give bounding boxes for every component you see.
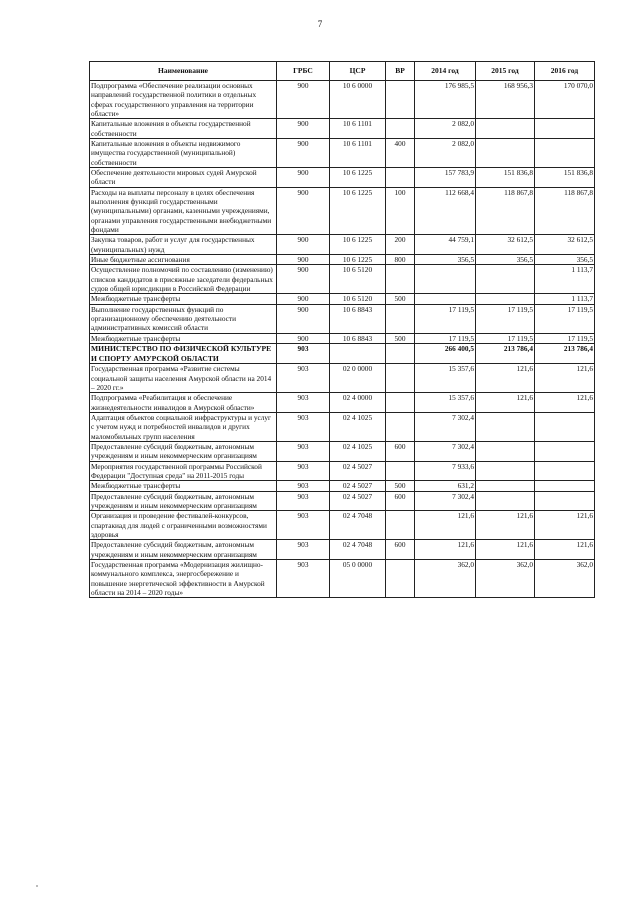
cell-grbs: 900 xyxy=(277,304,330,333)
cell-2015 xyxy=(476,412,535,441)
cell-vr xyxy=(386,304,415,333)
cell-csr: 10 6 1101 xyxy=(330,119,386,139)
cell-vr xyxy=(386,343,415,363)
table-row xyxy=(90,304,595,333)
cell-name: Государственная программа «Модернизация жилищно-коммунального комплекса, энергосбережение и повышение энергетической эффективности в Амурской области на 2014 – 2020 годы» xyxy=(90,559,277,597)
header-name: Наименование xyxy=(90,62,277,81)
cell-name: Организация и проведение фестивалей-конкурсов, спартакиад для людей с ограниченными возможностями здоровья xyxy=(90,511,277,540)
cell-csr: 02 4 5027 xyxy=(330,461,386,481)
cell-vr: 100 xyxy=(386,187,415,235)
cell-2015 xyxy=(476,294,535,304)
cell-2015: 356,5 xyxy=(476,254,535,264)
cell-2015: 151 836,8 xyxy=(476,167,535,187)
cell-vr xyxy=(386,265,415,294)
cell-2016: 213 786,4 xyxy=(535,343,595,363)
cell-csr: 02 0 0000 xyxy=(330,364,386,393)
cell-csr: 02 4 0000 xyxy=(330,393,386,413)
cell-2015: 121,6 xyxy=(476,364,535,393)
cell-vr xyxy=(386,511,415,540)
cell-2016: 121,6 xyxy=(535,364,595,393)
cell-grbs: 900 xyxy=(277,138,330,167)
cell-name: Подпрограмма «Обеспечение реализации основных направлений государственной политики в отдельных сферах государственного управления на территории области» xyxy=(90,81,277,119)
table-row xyxy=(90,254,595,264)
cell-2016 xyxy=(535,461,595,481)
cell-name: Осуществление полномочий по составлению (изменению) списков кандидатов в присяжные заседатели федеральных судов общей юрисдикции в Российской Федерации xyxy=(90,265,277,294)
table-row xyxy=(90,294,595,304)
cell-2014: 266 400,5 xyxy=(415,343,476,363)
table-row xyxy=(90,187,595,235)
cell-grbs: 900 xyxy=(277,265,330,294)
cell-2016: 1 113,7 xyxy=(535,294,595,304)
cell-name: Мероприятия государственной программы Российской Федерации "Доступная среда" на 2011-2015 годы xyxy=(90,461,277,481)
cell-csr: 02 4 7048 xyxy=(330,511,386,540)
cell-2014: 7 302,4 xyxy=(415,412,476,441)
table-row xyxy=(90,343,595,363)
cell-csr: 10 6 1225 xyxy=(330,167,386,187)
cell-csr: 10 6 5120 xyxy=(330,265,386,294)
header-2014: 2014 год xyxy=(415,62,476,81)
cell-2014 xyxy=(415,265,476,294)
table-row xyxy=(90,265,595,294)
cell-grbs: 903 xyxy=(277,481,330,491)
cell-2016 xyxy=(535,119,595,139)
cell-grbs: 903 xyxy=(277,412,330,441)
table-row xyxy=(90,559,595,597)
cell-2014: 157 783,9 xyxy=(415,167,476,187)
table-row xyxy=(90,364,595,393)
header-grbs: ГРБС xyxy=(277,62,330,81)
cell-vr xyxy=(386,81,415,119)
cell-csr: 02 4 5027 xyxy=(330,491,386,511)
cell-2016: 121,6 xyxy=(535,540,595,560)
table-row xyxy=(90,138,595,167)
cell-grbs: 900 xyxy=(277,235,330,255)
cell-grbs: 900 xyxy=(277,187,330,235)
cell-2016 xyxy=(535,412,595,441)
cell-2016: 17 119,5 xyxy=(535,333,595,343)
cell-2015 xyxy=(476,461,535,481)
table-row xyxy=(90,540,595,560)
cell-name: Предоставление субсидий бюджетным, автономным учреждениям и иным некоммерческим организациям xyxy=(90,441,277,461)
cell-vr xyxy=(386,461,415,481)
cell-grbs: 903 xyxy=(277,491,330,511)
cell-grbs: 900 xyxy=(277,119,330,139)
cell-name: Иные бюджетные ассигнования xyxy=(90,254,277,264)
cell-grbs: 903 xyxy=(277,343,330,363)
cell-csr: 10 6 1225 xyxy=(330,235,386,255)
cell-2015: 118 867,8 xyxy=(476,187,535,235)
cell-name: Закупка товаров, работ и услуг для государственных (муниципальных) нужд xyxy=(90,235,277,255)
cell-2014: 631,2 xyxy=(415,481,476,491)
cell-csr: 05 0 0000 xyxy=(330,559,386,597)
cell-2016: 32 612,5 xyxy=(535,235,595,255)
cell-2015: 213 786,4 xyxy=(476,343,535,363)
cell-2014: 356,5 xyxy=(415,254,476,264)
cell-2015 xyxy=(476,119,535,139)
cell-2015 xyxy=(476,265,535,294)
cell-grbs: 903 xyxy=(277,441,330,461)
cell-csr: 10 6 8843 xyxy=(330,333,386,343)
cell-2016: 170 070,0 xyxy=(535,81,595,119)
cell-grbs: 903 xyxy=(277,364,330,393)
cell-2014: 112 668,4 xyxy=(415,187,476,235)
cell-vr xyxy=(386,167,415,187)
table-header-row xyxy=(90,62,595,81)
cell-2016: 362,0 xyxy=(535,559,595,597)
cell-csr: 02 4 7048 xyxy=(330,540,386,560)
budget-table xyxy=(89,61,595,598)
cell-vr xyxy=(386,364,415,393)
cell-vr: 500 xyxy=(386,294,415,304)
cell-2016 xyxy=(535,481,595,491)
cell-2015: 362,0 xyxy=(476,559,535,597)
table-row xyxy=(90,461,595,481)
table-row xyxy=(90,333,595,343)
cell-csr: 02 4 1025 xyxy=(330,412,386,441)
cell-name: Капитальные вложения в объекты недвижимого имущества государственной (муниципальной) собственности xyxy=(90,138,277,167)
header-vr: ВР xyxy=(386,62,415,81)
cell-2014: 2 082,0 xyxy=(415,138,476,167)
header-csr: ЦСР xyxy=(330,62,386,81)
cell-vr xyxy=(386,393,415,413)
cell-2014: 121,6 xyxy=(415,540,476,560)
cell-name: Государственная программа «Развитие системы социальной защиты населения Амурской области на 2014 – 2020 гг.» xyxy=(90,364,277,393)
table-row xyxy=(90,167,595,187)
cell-name: Выполнение государственных функций по организационному обеспечению деятельности административных комиссий области xyxy=(90,304,277,333)
cell-name: Обеспечение деятельности мировых судей Амурской области xyxy=(90,167,277,187)
cell-2015 xyxy=(476,491,535,511)
cell-2014: 44 759,1 xyxy=(415,235,476,255)
cell-csr: 10 6 5120 xyxy=(330,294,386,304)
cell-name: Подпрограмма «Реабилитация и обеспечение жизнедеятельности инвалидов в Амурской области» xyxy=(90,393,277,413)
cell-csr: 02 4 5027 xyxy=(330,481,386,491)
cell-csr: 10 6 1225 xyxy=(330,254,386,264)
cell-csr xyxy=(330,343,386,363)
cell-vr: 500 xyxy=(386,481,415,491)
cell-2014: 7 302,4 xyxy=(415,441,476,461)
cell-vr xyxy=(386,412,415,441)
cell-name: Капитальные вложения в объекты государственной собственности xyxy=(90,119,277,139)
cell-csr: 02 4 1025 xyxy=(330,441,386,461)
cell-grbs: 903 xyxy=(277,540,330,560)
cell-vr xyxy=(386,119,415,139)
cell-vr xyxy=(386,559,415,597)
cell-grbs: 903 xyxy=(277,393,330,413)
cell-2014: 7 302,4 xyxy=(415,491,476,511)
table-row xyxy=(90,412,595,441)
cell-grbs: 900 xyxy=(277,167,330,187)
table-row xyxy=(90,393,595,413)
cell-vr: 800 xyxy=(386,254,415,264)
cell-2015 xyxy=(476,441,535,461)
cell-vr: 600 xyxy=(386,491,415,511)
cell-2014: 176 985,5 xyxy=(415,81,476,119)
cell-2014: 2 082,0 xyxy=(415,119,476,139)
cell-2015 xyxy=(476,481,535,491)
cell-2015: 17 119,5 xyxy=(476,333,535,343)
cell-2015: 121,6 xyxy=(476,540,535,560)
cell-2015: 17 119,5 xyxy=(476,304,535,333)
cell-name: Межбюджетные трансферты xyxy=(90,294,277,304)
cell-csr: 10 6 8843 xyxy=(330,304,386,333)
cell-grbs: 900 xyxy=(277,333,330,343)
table-row xyxy=(90,235,595,255)
cell-vr: 600 xyxy=(386,441,415,461)
cell-vr: 200 xyxy=(386,235,415,255)
cell-2015: 32 612,5 xyxy=(476,235,535,255)
cell-2014: 17 119,5 xyxy=(415,304,476,333)
cell-name: МИНИСТЕРСТВО ПО ФИЗИЧЕСКОЙ КУЛЬТУРЕ И СПОРТУ АМУРСКОЙ ОБЛАСТИ xyxy=(90,343,277,363)
cell-vr: 600 xyxy=(386,540,415,560)
cell-grbs: 903 xyxy=(277,559,330,597)
cell-2014: 15 357,6 xyxy=(415,364,476,393)
page-number: 7 xyxy=(317,19,323,29)
cell-2016: 118 867,8 xyxy=(535,187,595,235)
cell-name: Межбюджетные трансферты xyxy=(90,333,277,343)
cell-csr: 10 6 1101 xyxy=(330,138,386,167)
header-2015: 2015 год xyxy=(476,62,535,81)
cell-grbs: 903 xyxy=(277,461,330,481)
table-row xyxy=(90,119,595,139)
cell-csr: 10 6 0000 xyxy=(330,81,386,119)
cell-2016 xyxy=(535,138,595,167)
header-2016: 2016 год xyxy=(535,62,595,81)
cell-2015 xyxy=(476,138,535,167)
cell-grbs: 900 xyxy=(277,81,330,119)
cell-2016: 17 119,5 xyxy=(535,304,595,333)
cell-grbs: 900 xyxy=(277,254,330,264)
cell-2016: 121,6 xyxy=(535,393,595,413)
cell-2014: 15 357,6 xyxy=(415,393,476,413)
cell-grbs: 903 xyxy=(277,511,330,540)
cell-vr: 400 xyxy=(386,138,415,167)
cell-name: Адаптация объектов социальной инфраструктуры и услуг с учетом нужд и потребностей инвалидов и других маломобильных групп населения xyxy=(90,412,277,441)
cell-grbs: 900 xyxy=(277,294,330,304)
table-row xyxy=(90,81,595,119)
cell-name: Межбюджетные трансферты xyxy=(90,481,277,491)
scan-dot xyxy=(36,885,38,887)
cell-2016 xyxy=(535,491,595,511)
cell-2016 xyxy=(535,441,595,461)
table-row xyxy=(90,511,595,540)
cell-2016: 1 113,7 xyxy=(535,265,595,294)
cell-2014: 362,0 xyxy=(415,559,476,597)
cell-2014: 17 119,5 xyxy=(415,333,476,343)
cell-2015: 121,6 xyxy=(476,393,535,413)
cell-2016: 356,5 xyxy=(535,254,595,264)
table-row xyxy=(90,441,595,461)
cell-2016: 121,6 xyxy=(535,511,595,540)
cell-2016: 151 836,8 xyxy=(535,167,595,187)
cell-2014 xyxy=(415,294,476,304)
cell-name: Расходы на выплаты персоналу в целях обеспечения выполнения функций государственными (муниципальными) органами, казенными учреждениями, органами управления государственными внебюджетными фондами xyxy=(90,187,277,235)
table-row xyxy=(90,491,595,511)
cell-name: Предоставление субсидий бюджетным, автономным учреждениям и иным некоммерческим организациям xyxy=(90,540,277,560)
cell-2015: 168 956,3 xyxy=(476,81,535,119)
table-row xyxy=(90,481,595,491)
cell-csr: 10 6 1225 xyxy=(330,187,386,235)
cell-2014: 7 933,6 xyxy=(415,461,476,481)
cell-vr: 500 xyxy=(386,333,415,343)
cell-2015: 121,6 xyxy=(476,511,535,540)
cell-name: Предоставление субсидий бюджетным, автономным учреждениям и иным некоммерческим организациям xyxy=(90,491,277,511)
cell-2014: 121,6 xyxy=(415,511,476,540)
